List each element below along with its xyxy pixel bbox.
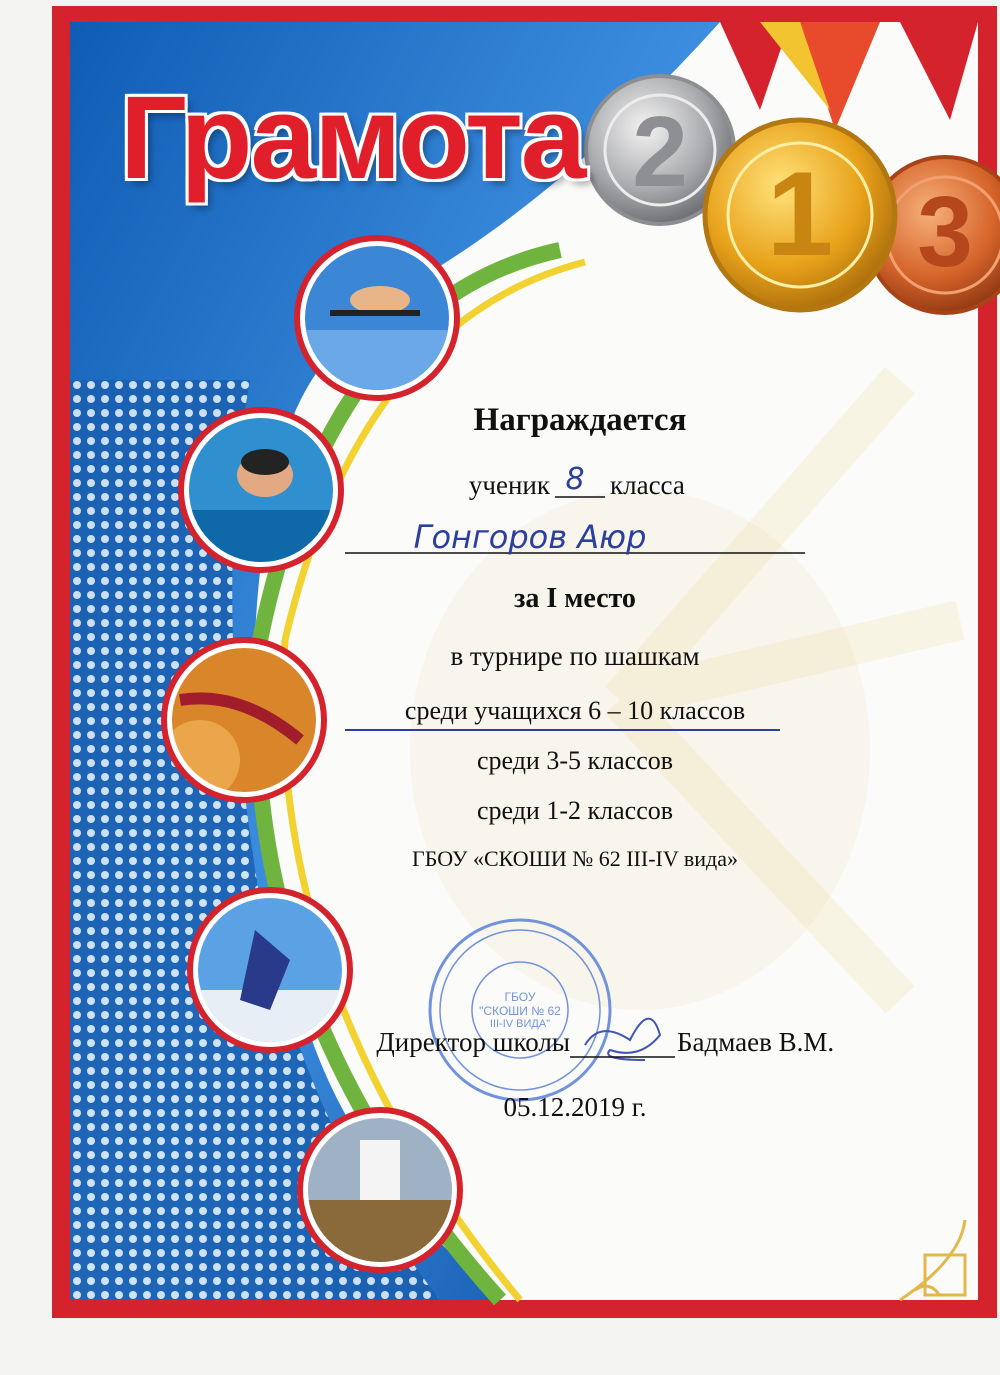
school-name: ГБОУ «СКОШИ № 62 III-IV вида»: [412, 846, 738, 871]
event-text: в турнире по шашкам: [450, 641, 700, 671]
certificate-title: Грамота: [120, 72, 585, 204]
director-name: Бадмаев В.М.: [677, 1027, 835, 1057]
stamp-line-1: ГБОУ: [504, 990, 536, 1004]
medal-1-number: 1: [766, 147, 834, 281]
medal-2-number: 2: [632, 96, 688, 208]
director-label: Директор школы: [376, 1027, 570, 1057]
place-text: за I место: [514, 583, 636, 614]
student-name-handwritten: Гонгоров Аюр: [413, 518, 647, 556]
student-prefix: ученик: [468, 470, 550, 500]
category-3: среди 1-2 классов: [476, 796, 674, 825]
award-heading: Награждается: [473, 402, 687, 438]
stamp-line-2: "СКОШИ № 62: [479, 1004, 561, 1018]
category-2: среди 3-5 классов: [476, 746, 674, 775]
certificate-date: 05.12.2019 г.: [503, 1092, 647, 1122]
stamp-line-3: III-IV ВИДА": [489, 1018, 551, 1030]
category-selected: среди учащихся 6 – 10 классов: [404, 696, 746, 725]
medal-3-number: 3: [917, 176, 973, 288]
student-suffix: класса: [610, 470, 685, 500]
grade-handwritten: 8: [565, 462, 585, 497]
